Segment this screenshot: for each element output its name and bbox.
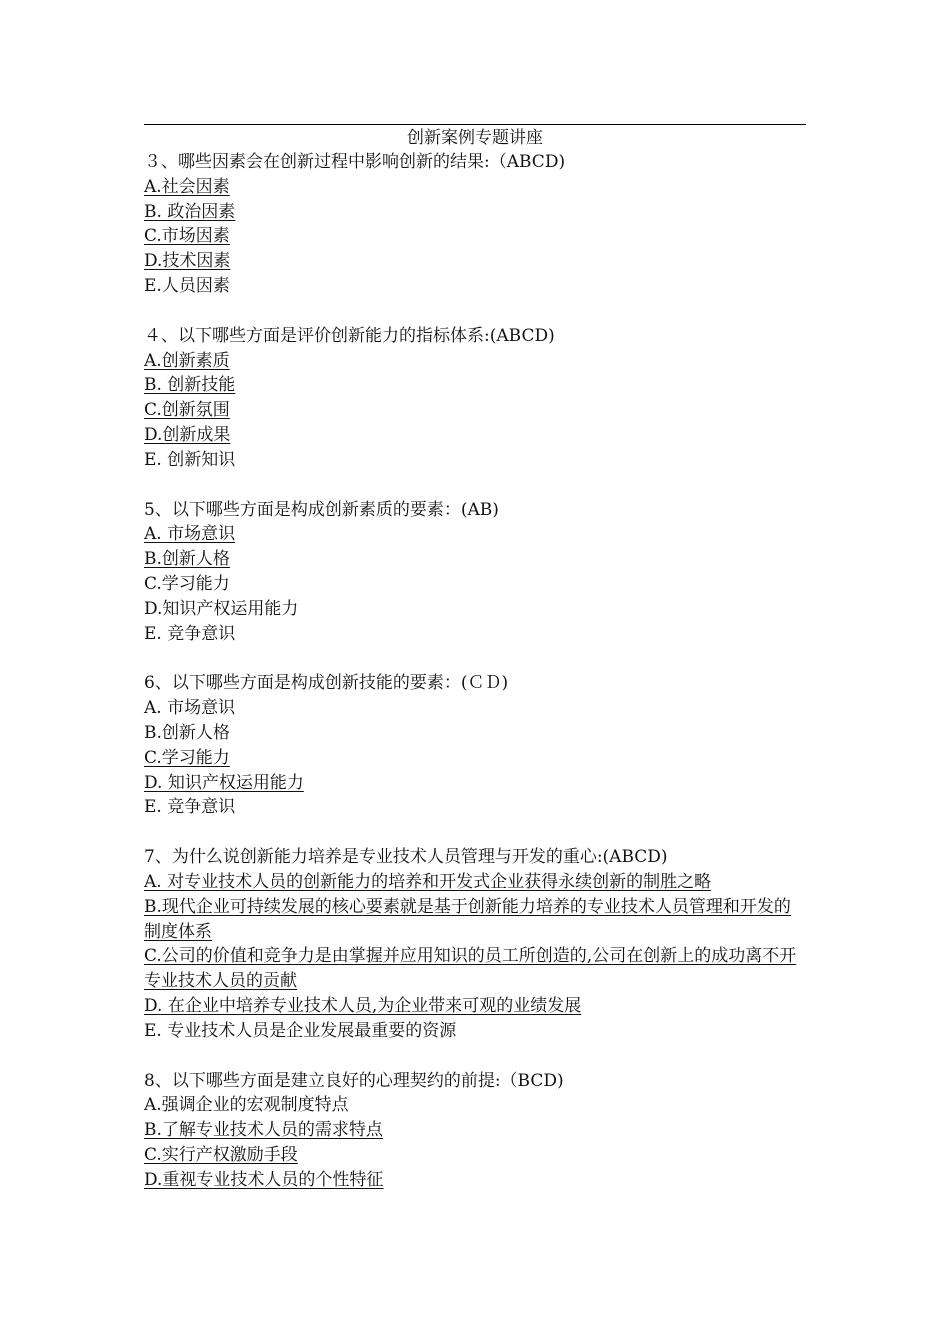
option-a: A. 对专业技术人员的创新能力的培养和开发式企业获得永续创新的制胜之略 <box>144 871 712 892</box>
option-c: C.实行产权激励手段 <box>144 1144 298 1165</box>
option-a: A.强调企业的宏观制度特点 <box>144 1095 349 1116</box>
option-c: C.学习能力 <box>144 573 230 594</box>
question-7 <box>144 845 806 1043</box>
option-a: A. 市场意识 <box>144 524 236 545</box>
question-8 <box>144 1069 806 1193</box>
option-b: B.创新人格 <box>144 549 230 570</box>
option-a: A. 市场意识 <box>144 698 236 719</box>
question-4 <box>144 324 806 473</box>
option-b: B. 政治因素 <box>144 201 236 222</box>
option-a: A.创新素质 <box>144 350 230 371</box>
question-6 <box>144 671 806 820</box>
option-c: C.公司的价值和竞争力是由掌握并应用知识的员工所创造的,公司在创新上的成功离不开专业技术人员的贡献 <box>144 946 797 992</box>
option-b: B.现代企业可持续发展的核心要素就是基于创新能力培养的专业技术人员管理和开发的制度体系 <box>144 896 791 942</box>
option-e: E.人员因素 <box>144 275 230 296</box>
page-title: 创新案例专题讲座 <box>407 128 543 148</box>
option-b: B.了解专业技术人员的需求特点 <box>144 1120 383 1141</box>
option-d: D. 知识产权运用能力 <box>144 772 304 793</box>
option-c: C.学习能力 <box>144 747 230 768</box>
option-b: B. 创新技能 <box>144 375 236 396</box>
question-5 <box>144 498 806 647</box>
option-e: E. 竞争意识 <box>144 797 236 818</box>
option-c: C.市场因素 <box>144 226 230 247</box>
option-d: D.技术因素 <box>144 251 231 272</box>
option-c: C.创新氛围 <box>144 400 230 421</box>
option-e: E. 创新知识 <box>144 449 236 470</box>
question-text: 8、以下哪些方面是建立良好的心理契约的前提:（BCD) <box>144 1070 564 1091</box>
question-3 <box>144 150 806 299</box>
question-list <box>144 150 806 1217</box>
question-text: 5、以下哪些方面是构成创新素质的要素：(AB) <box>144 499 499 520</box>
option-e: E. 专业技术人员是企业发展最重要的资源 <box>144 1020 457 1041</box>
question-text: ４、以下哪些方面是评价创新能力的指标体系:(ABCD) <box>144 325 555 346</box>
option-e: E. 竞争意识 <box>144 623 236 644</box>
header-rule <box>144 124 806 125</box>
option-a: A.社会因素 <box>144 176 230 197</box>
option-d: D.知识产权运用能力 <box>144 598 299 619</box>
question-text: 6、以下哪些方面是构成创新技能的要素：(ＣＤ) <box>144 673 509 694</box>
question-text: 7、为什么说创新能力培养是专业技术人员管理与开发的重心:(ABCD) <box>144 847 668 868</box>
option-d: D.创新成果 <box>144 424 231 445</box>
option-d: D. 在企业中培养专业技术人员,为企业带来可观的业绩发展 <box>144 995 582 1016</box>
option-b: B.创新人格 <box>144 722 230 743</box>
option-d: D.重视专业技术人员的个性特征 <box>144 1169 384 1190</box>
question-text: ３、哪些因素会在创新过程中影响创新的结果:（ABCD) <box>144 152 566 172</box>
